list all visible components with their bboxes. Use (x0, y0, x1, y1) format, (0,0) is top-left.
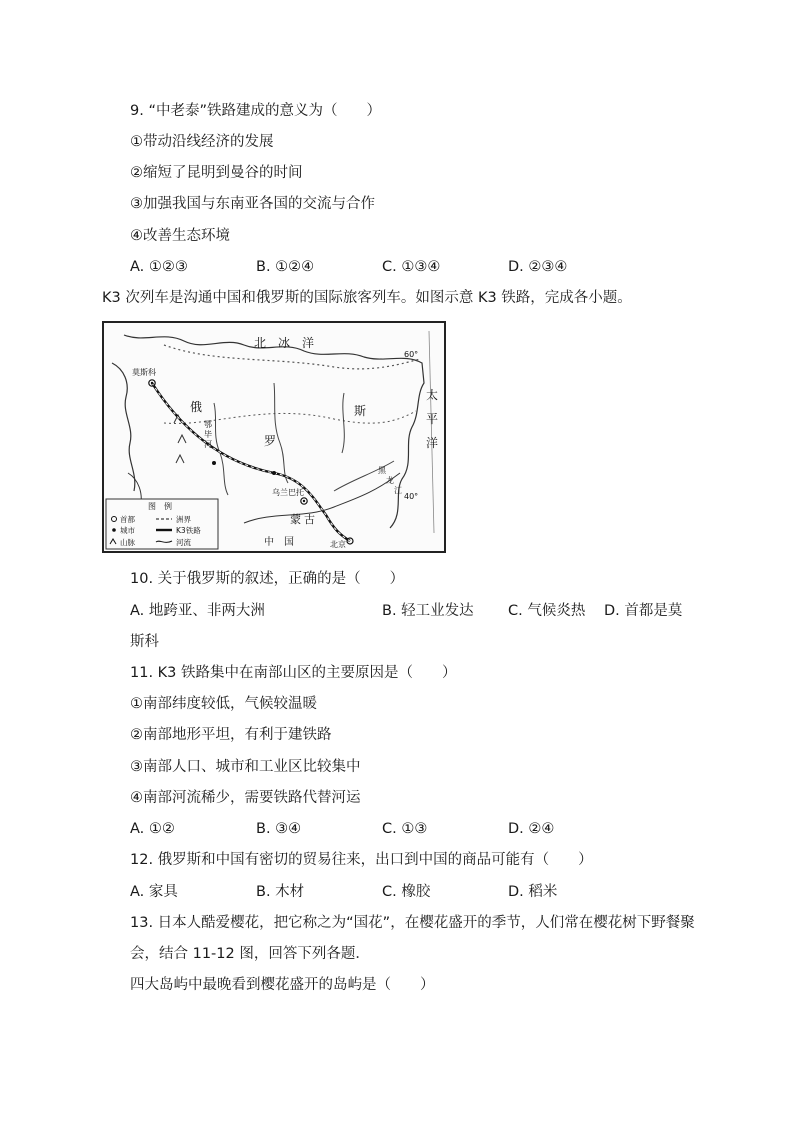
q12-option-d: D. 稻米 (508, 884, 558, 900)
legend-mountain: 山脉 (120, 538, 135, 547)
q11-option-b: B. ③④ (256, 821, 302, 837)
ulaanbaatar-capital-dot (303, 500, 305, 502)
amur-label-3: 江 (394, 486, 402, 495)
city-dot (272, 471, 276, 475)
legend-k3: K3铁路 (176, 526, 201, 535)
q9-item-2: ②缩短了昆明到曼谷的时间 (130, 165, 303, 181)
yenisei-river (274, 383, 288, 483)
q12-option-b: B. 木材 (256, 884, 305, 900)
q12-option-a: A. 家具 (130, 884, 178, 900)
q13-stem: 13. 日本人酷爱樱花，把它称之为“国花”，在樱花盛开的季节，人们常在樱花树下野餐聚 (130, 915, 695, 931)
lat-40-label: 40° (404, 492, 419, 501)
q9-option-c: C. ①③④ (382, 259, 441, 275)
lena-river (342, 393, 344, 453)
q11-item-1: ①南部纬度较低，气候较温暖 (130, 696, 317, 712)
legend-city-icon (112, 528, 116, 532)
legend-capital: 首都 (120, 515, 135, 524)
q10-option-b: B. 轻工业发达 (382, 603, 474, 619)
western-coastline (112, 363, 135, 491)
q10-option-c: C. 气候炎热 (508, 603, 586, 619)
q13-subquestion: 四大岛屿中最晚看到樱花盛开的岛屿是（ ） (130, 977, 435, 993)
q11-option-d: D. ②④ (508, 821, 555, 837)
beijing-label: 北京 (330, 540, 346, 549)
ob-river-label-1: 鄂 (204, 420, 212, 429)
meridian-line (429, 331, 434, 533)
q10-option-d-continuation: 斯科 (130, 634, 159, 650)
pacific-label-1: 太 (426, 388, 439, 402)
city-dot (212, 461, 216, 465)
pacific-label-2: 平 (426, 412, 439, 426)
lat-60-label: 60° (404, 350, 419, 359)
russia-label-3: 斯 (354, 404, 367, 418)
amur-label-2: 龙 (386, 476, 394, 485)
mongolia-label: 蒙 (290, 513, 301, 526)
q10-option-a: A. 地跨亚、非两大洲 (130, 603, 265, 619)
russia-label-1: 俄 (190, 400, 203, 414)
mongolia-label-2: 古 (304, 513, 315, 526)
ob-river-label-3: 河 (204, 440, 212, 449)
legend-river: 河流 (176, 538, 191, 547)
q9-stem: 9. “中老泰”铁路建成的意义为（ ） (130, 103, 381, 119)
q9-item-4: ④改善生态环境 (130, 228, 230, 244)
q11-item-4: ④南部河流稀少，需要铁路代替河运 (130, 790, 361, 806)
q13-stem-continuation: 会，结合 11-12 图，回答下列各题． (130, 946, 370, 962)
q11-option-c: C. ①③ (382, 821, 428, 837)
legend-city: 城市 (120, 526, 135, 535)
moscow-label: 莫斯科 (132, 368, 156, 377)
q11-stem: 11. K3 铁路集中在南部山区的主要原因是（ ） (130, 665, 457, 681)
q11-item-3: ③南部人口、城市和工业区比较集中 (130, 759, 361, 775)
legend-title: 图 例 (148, 502, 172, 511)
q9-item-3: ③加强我国与东南亚各国的交流与合作 (130, 196, 375, 212)
amur-label-1: 黑 (378, 466, 386, 475)
k3-railway-map (102, 321, 446, 553)
china-label: 中 国 (264, 537, 294, 548)
k3-intro: K3 次列车是沟通中国和俄罗斯的国际旅客列车。如图示意 K3 铁路，完成各小题。 (102, 290, 632, 306)
q9-option-b: B. ①②④ (256, 259, 315, 275)
q9-option-a: A. ①②③ (130, 259, 188, 275)
russia-label-2: 罗 (264, 434, 277, 448)
ulaanbaatar-label: 乌兰巴托 (272, 488, 304, 497)
q11-item-2: ②南部地形平坦，有利于建铁路 (130, 727, 332, 743)
moscow-capital-dot (151, 382, 153, 384)
q10-stem: 10. 关于俄罗斯的叙述，正确的是（ ） (130, 571, 405, 587)
ob-river-label-2: 毕 (204, 430, 212, 439)
q9-option-d: D. ②③④ (508, 259, 568, 275)
q11-option-a: A. ①② (130, 821, 175, 837)
q12-stem: 12. 俄罗斯和中国有密切的贸易往来，出口到中国的商品可能有（ ） (130, 852, 593, 868)
china-border (244, 473, 400, 523)
legend-border: 洲界 (176, 515, 191, 524)
q9-item-1: ①带动沿线经济的发展 (130, 134, 274, 150)
pacific-label-3: 洋 (426, 436, 439, 450)
arctic-ocean-label: 北 冰 洋 (254, 336, 315, 350)
q12-option-c: C. 橡胶 (382, 884, 431, 900)
q10-option-d: D. 首都是莫 (604, 603, 683, 619)
